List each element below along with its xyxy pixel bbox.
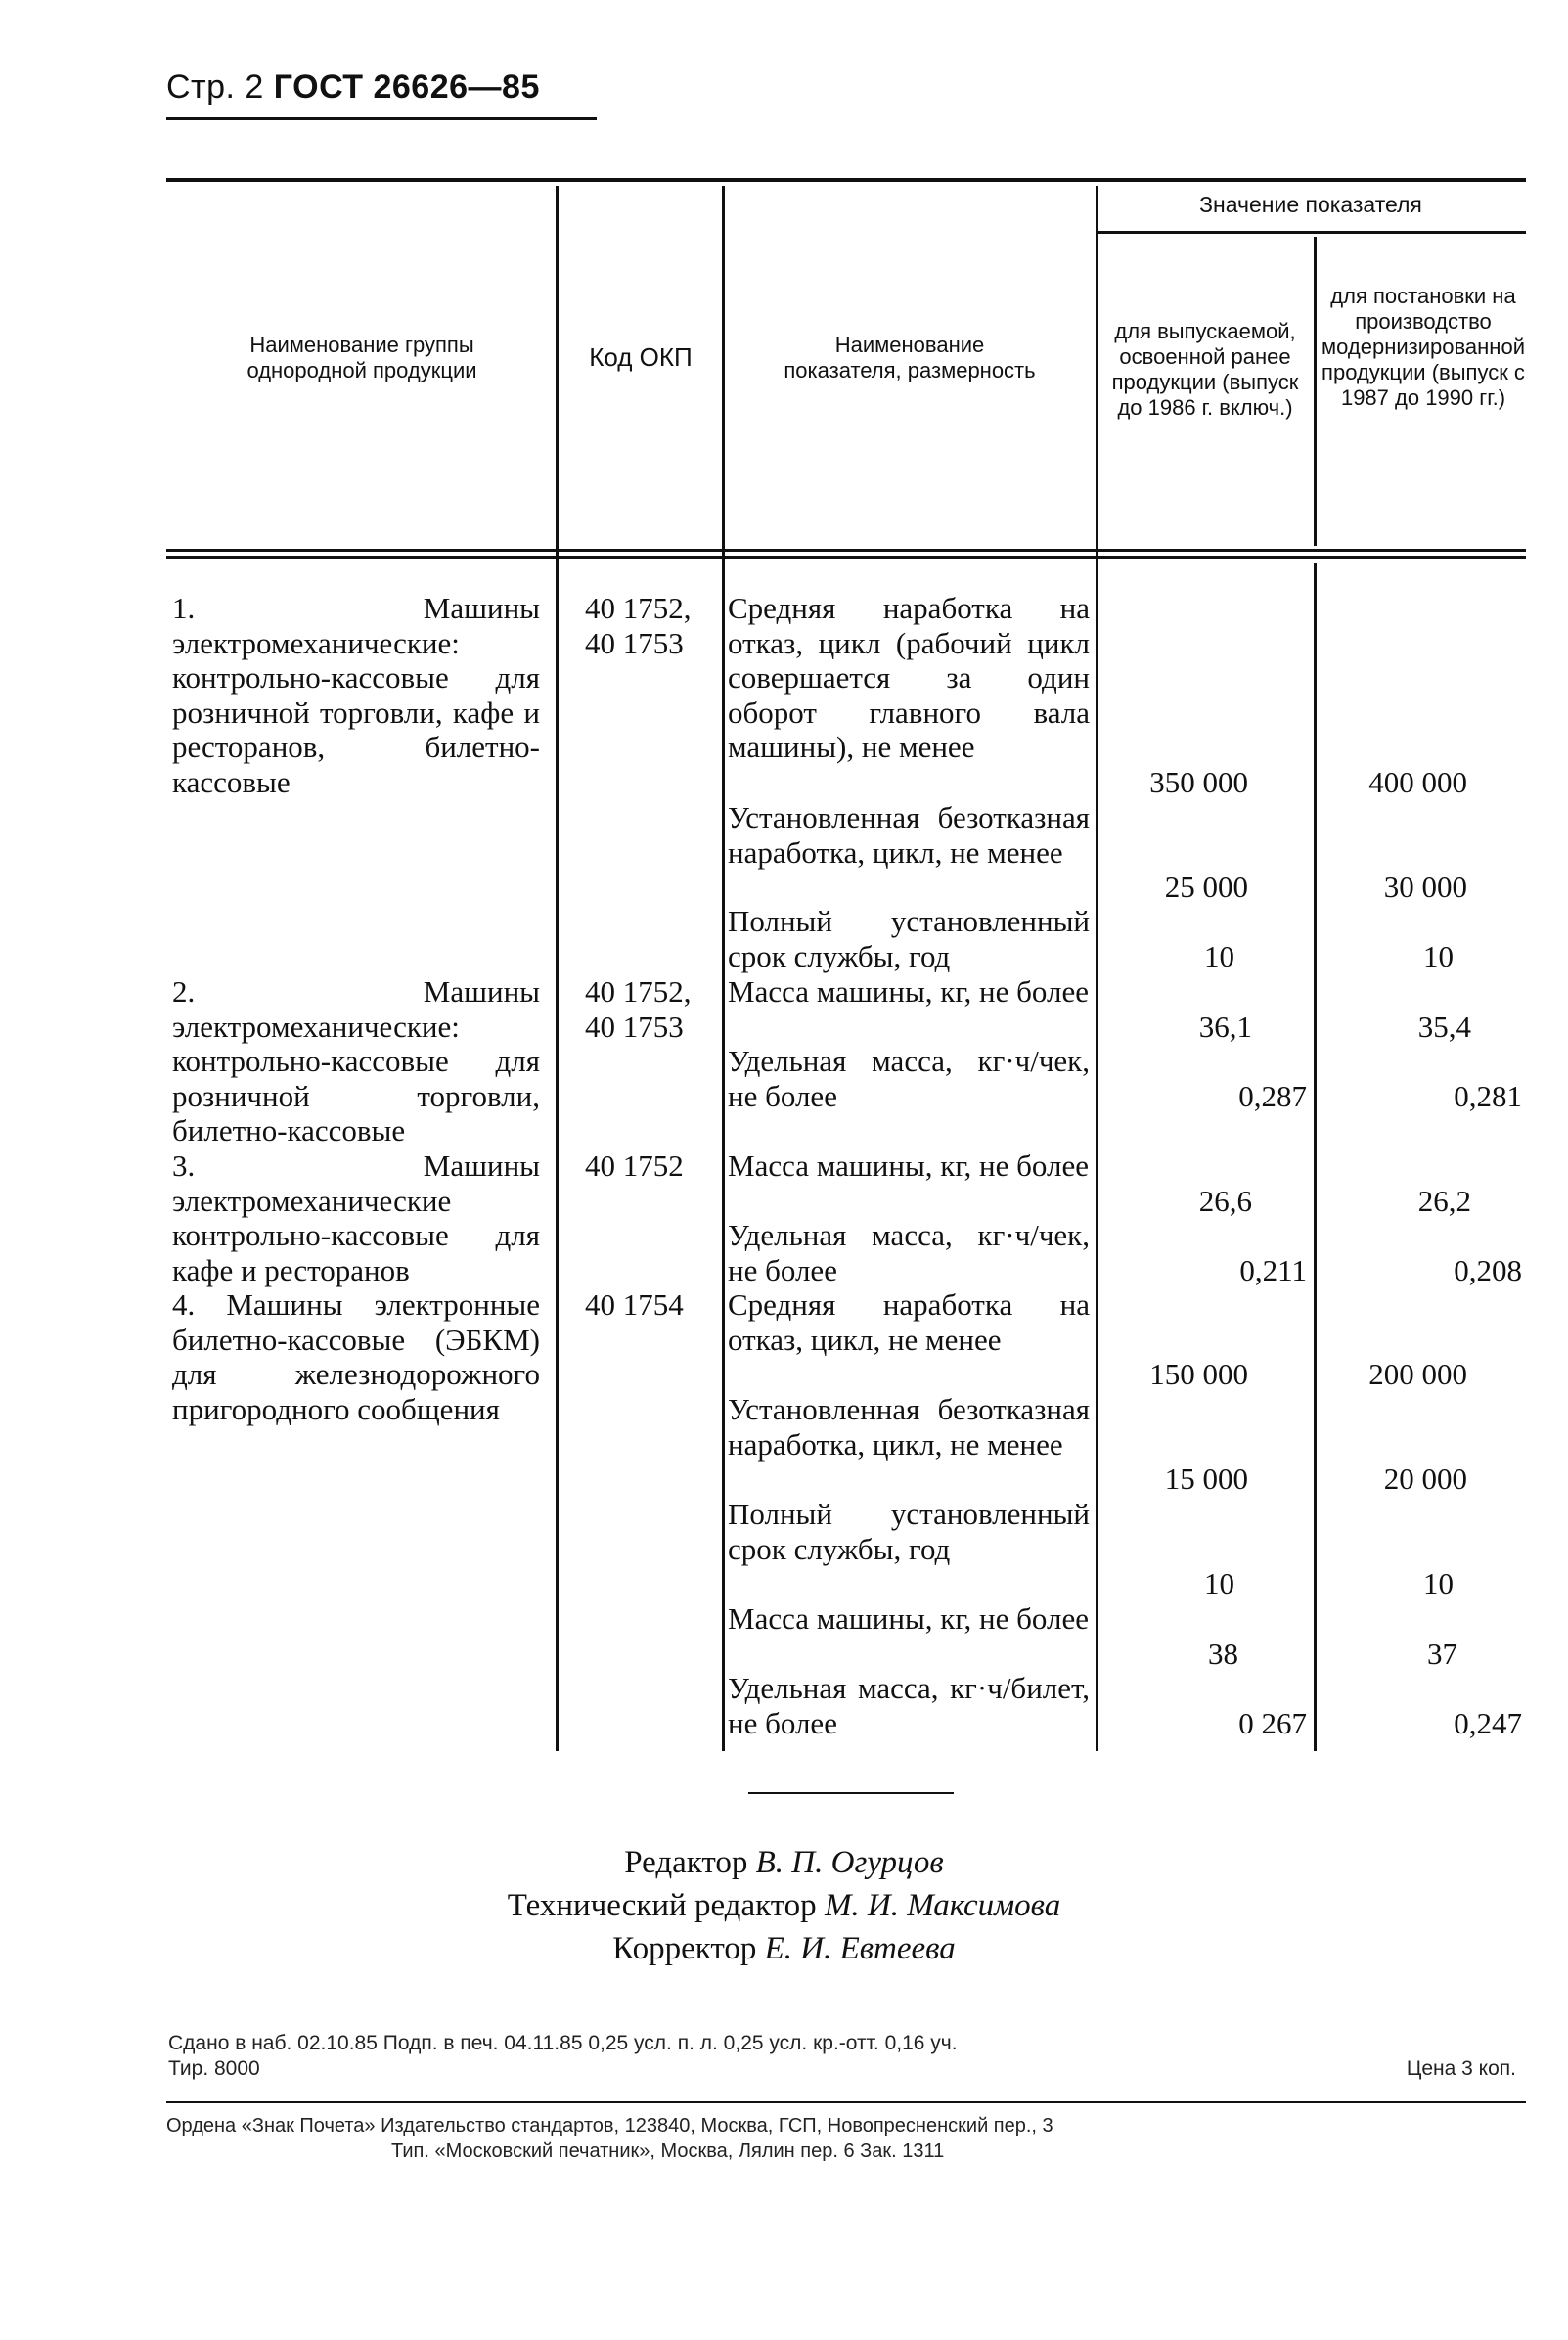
- value-3-existing: 10: [1204, 939, 1234, 973]
- page-number: Стр. 2: [166, 68, 264, 106]
- indicator-2: Установленная безотказная наработка, цикл, не менее: [728, 800, 1090, 870]
- value-12-existing: 0 267: [1238, 1706, 1307, 1740]
- header-group-name: Наименование группы однородной продукции: [246, 333, 477, 382]
- indicator-8: Средняя наработка на отказ, цикл, не менее: [728, 1287, 1090, 1357]
- credit-tech-role: Технический редактор: [507, 1888, 817, 1923]
- header-bottom-rule: [166, 549, 1526, 552]
- value-10-existing: 10: [1204, 1566, 1234, 1600]
- column-divider-indicator: [1096, 186, 1098, 1751]
- value-11-existing: 38: [1208, 1637, 1238, 1671]
- credit-editor: [0, 1841, 1568, 1884]
- imprint-divider: [166, 2101, 1526, 2103]
- indicator-1: Средняя наработка на отказ, цикл (рабочий цикл совершается за один оборот главного вала машины), не менее: [728, 591, 1090, 765]
- column-divider-group: [556, 186, 559, 1751]
- value-9-existing: 15 000: [1164, 1462, 1248, 1496]
- value-12-modernized: 0,247: [1454, 1706, 1522, 1740]
- imprint-printer: Тип. «Московский печатник», Москва, Лялин пер. 6 Зак. 1311: [391, 2140, 945, 2162]
- group-1-name: 1. Машины электромеханические: контрольно-кассовые для розничной торговли, кафе и ресторанов, билетно-кассовые: [172, 591, 540, 799]
- credit-tech-editor: [0, 1884, 1568, 1927]
- value-5-existing: 0,287: [1238, 1079, 1307, 1113]
- imprint-price: Цена 3 коп.: [1406, 2057, 1516, 2080]
- indicator-4: Масса машины, кг, не более: [728, 974, 1090, 1009]
- group-4-code: 40 1754: [585, 1287, 684, 1322]
- group-4-name: 4. Машины электронные билетно-кассовые (ЭБКМ) для железнодорожного пригородного сообщения: [172, 1287, 540, 1426]
- value-4-existing: 36,1: [1198, 1010, 1252, 1044]
- value-3-modernized: 10: [1423, 939, 1454, 973]
- header-bottom-rule-double: [166, 556, 1526, 559]
- table-top-rule: [166, 178, 1526, 182]
- value-1-modernized: 400 000: [1368, 765, 1467, 799]
- value-7-modernized: 0,208: [1454, 1253, 1522, 1287]
- group-3-name: 3. Машины электромеханические контрольно-кассовые для кафе и ресторанов: [172, 1148, 540, 1287]
- indicator-7: Удельная масса, кг·ч/чек, не более: [728, 1218, 1090, 1287]
- group-2-code-a: 40 1752,: [585, 974, 692, 1009]
- credit-corrector-name: Е. И. Евтеева: [764, 1931, 956, 1966]
- value-header-rule: [1098, 231, 1526, 234]
- value-11-modernized: 37: [1427, 1637, 1457, 1671]
- credit-corrector-role: Корректор: [612, 1931, 757, 1966]
- credit-editor-name: В. П. Огурцов: [755, 1845, 944, 1880]
- imprint-print-run: Тир. 8000: [168, 2057, 260, 2080]
- header-indicator-value: Значение показателя: [1199, 192, 1422, 217]
- indicator-11: Масса машины, кг, не более: [728, 1601, 1090, 1636]
- group-1-code-b: 40 1753: [585, 626, 684, 660]
- indicator-3: Полный установленный срок службы, год: [728, 904, 1090, 973]
- value-4-modernized: 35,4: [1417, 1010, 1471, 1044]
- header-underline: [166, 117, 597, 120]
- group-2-code-b: 40 1753: [585, 1010, 684, 1044]
- value-8-existing: 150 000: [1149, 1357, 1248, 1391]
- value-2-existing: 25 000: [1164, 870, 1248, 904]
- value-6-modernized: 26,2: [1417, 1184, 1471, 1218]
- value-9-modernized: 20 000: [1383, 1462, 1467, 1496]
- indicator-12: Удельная масса, кг·ч/билет, не более: [728, 1671, 1090, 1740]
- credit-corrector: [0, 1927, 1568, 1970]
- value-10-modernized: 10: [1423, 1566, 1454, 1600]
- value-2-modernized: 30 000: [1383, 870, 1467, 904]
- indicator-9: Установленная безотказная наработка, цикл, не менее: [728, 1392, 1090, 1462]
- imprint-publisher: Ордена «Знак Почета» Издательство стандартов, 123840, Москва, ГСП, Новопресненский пер., 3: [166, 2115, 1053, 2137]
- indicator-6: Масса машины, кг, не более: [728, 1148, 1090, 1183]
- value-1-existing: 350 000: [1149, 765, 1248, 799]
- credit-tech-name: М. И. Максимова: [824, 1888, 1061, 1923]
- imprint-print-data: Сдано в наб. 02.10.85 Подп. в печ. 04.11.85 0,25 усл. п. л. 0,25 усл. кр.-отт. 0,16 уч.: [168, 2032, 958, 2054]
- indicator-10: Полный установленный срок службы, год: [728, 1497, 1090, 1566]
- column-divider-values-header: [1314, 237, 1317, 546]
- header-value-existing: для выпускаемой, освоенной ранее продукции (выпуск до 1986 г. включ.): [1111, 319, 1299, 420]
- document-code: ГОСТ 26626—85: [273, 68, 540, 106]
- value-6-existing: 26,6: [1198, 1184, 1252, 1218]
- group-2-name: 2. Машины электромеханические: контрольно-кассовые для розничной торговли, билетно-кассовые: [172, 974, 540, 1148]
- column-divider-code: [722, 186, 725, 1751]
- value-7-existing: 0,211: [1239, 1253, 1307, 1287]
- header-okp-code: Код ОКП: [589, 342, 693, 372]
- group-1-code-a: 40 1752,: [585, 591, 692, 625]
- group-3-code: 40 1752: [585, 1148, 684, 1183]
- footer-divider: [748, 1792, 954, 1794]
- credit-editor-role: Редактор: [624, 1845, 748, 1880]
- page-header: [166, 68, 540, 107]
- header-value-modernized: для постановки на производство модернизированной продукции (выпуск с 1987 до 1990 гг.): [1322, 284, 1525, 410]
- header-indicator-name: Наименование показателя, размерность: [784, 333, 1036, 382]
- value-8-modernized: 200 000: [1368, 1357, 1467, 1391]
- value-5-modernized: 0,281: [1454, 1079, 1522, 1113]
- indicator-5: Удельная масса, кг·ч/чек, не более: [728, 1044, 1090, 1113]
- column-divider-values: [1314, 563, 1317, 1751]
